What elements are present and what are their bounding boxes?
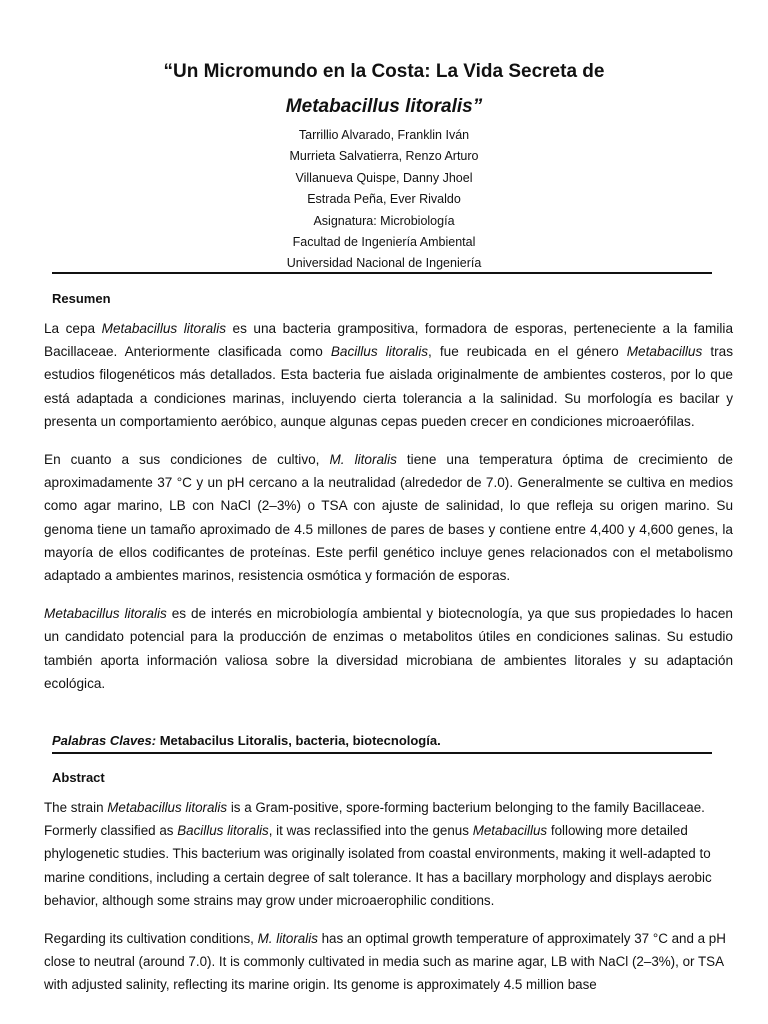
abstract-heading: Abstract [52, 770, 105, 785]
paper-title-line-2: Metabacillus litoralis” [285, 96, 483, 117]
keywords-value: Metabacilus Litoralis, bacteria, biotecnología. [156, 733, 441, 748]
resumen-paragraph-2: En cuanto a sus condiciones de cultivo, M. litoralis tiene una temperatura óptima de crecimiento de aproximadamente 37 °C y un pH cercano a la neutralidad (alrededor de 7.0). Generalmente se cultiva en medios como agar marino, LB con NaCl (2–3%) o TSA con ajuste de salinidad, lo que refleja su origen marino. Su genoma tiene un tamaño aproximado de 4.5 millones de pares de bases y contiene entre 4,400 y 4,600 genes, la mayoría de ellos codificantes de proteínas. Este perfil genético incluye genes relacionados con el metabolismo adaptado a ambientes marinos, resistencia osmótica y formación de esporas. [44, 452, 733, 584]
author-line: Murrieta Salvatierra, Renzo Arturo [289, 149, 479, 164]
resumen-paragraph-3: Metabacillus litoralis es de interés en microbiología ambiental y biotecnología, ya que sus propiedades lo hacen un candidato potencial para la producción de enzimas o metabolitos útiles en condiciones salinas. Su estudio también aporta información valiosa sobre la diversidad microbiana de ambientes litorales y su adaptación ecológica. [44, 606, 733, 691]
divider [52, 752, 712, 754]
author-line: Tarrillio Alvarado, Franklin Iván [298, 128, 470, 142]
author-line: Villanueva Quispe, Danny Jhoel [295, 170, 473, 185]
keywords-line [52, 733, 441, 748]
author-line: Estrada Peña, Ever Rivaldo [307, 192, 461, 207]
abstract-paragraph-2: Regarding its cultivation conditions, M. litoralis has an optimal growth temperature of approximately 37 °C and a pH close to neutral (around 7.0). It is commonly cultivated in media such as marine agar, LB with NaCl (2–3%), or TSA with adjusted salinity, reflecting its marine origin. Its genome is approximately 4.5 million base [44, 931, 726, 993]
university-line: Universidad Nacional de Ingeniería [286, 256, 482, 271]
resumen-paragraph-1: La cepa Metabacillus litoralis es una bacteria grampositiva, formadora de esporas, perteneciente a la familia Bacillaceae. Anteriormente clasificada como Bacillus litoralis, fue reubicada en el género Metabacillus tras estudios filogenéticos más detallados. Esta bacteria fue aislada originalmente de ambientes costeros, por lo que está adaptada a condiciones marinas, incluyendo cierta tolerancia a la salinidad. Su morfología es bacilar y presenta un comportamiento aeróbico, aunque algunas cepas pueden crecer en condiciones microaerófilas. [44, 321, 734, 429]
resumen-heading: Resumen [52, 291, 111, 306]
divider [52, 272, 712, 274]
course-line: Asignatura: Microbiología [313, 213, 455, 228]
abstract-body [44, 796, 733, 1012]
keywords-label: Palabras Claves: [52, 733, 157, 748]
author-block [0, 125, 768, 275]
abstract-paragraph-1: The strain Metabacillus litoralis is a Gram-positive, spore-forming bacterium belonging to the family Bacillaceae. Formerly classified as Bacillus litoralis, it was reclassified into the genus Metabacillus following more detailed phylogenetic studies. This bacterium was originally isolated from coastal environments, making it well-adapted to marine conditions, including a certain degree of salt tolerance. It has a bacillary morphology and displays aerobic behavior, although some strains may grow under microaerophilic conditions. [44, 800, 712, 908]
paper-title-line-1: “Un Micromundo en la Costa: La Vida Secreta de [163, 61, 605, 82]
resumen-body [44, 317, 733, 710]
faculty-line: Facultad de Ingeniería Ambiental [292, 235, 476, 250]
